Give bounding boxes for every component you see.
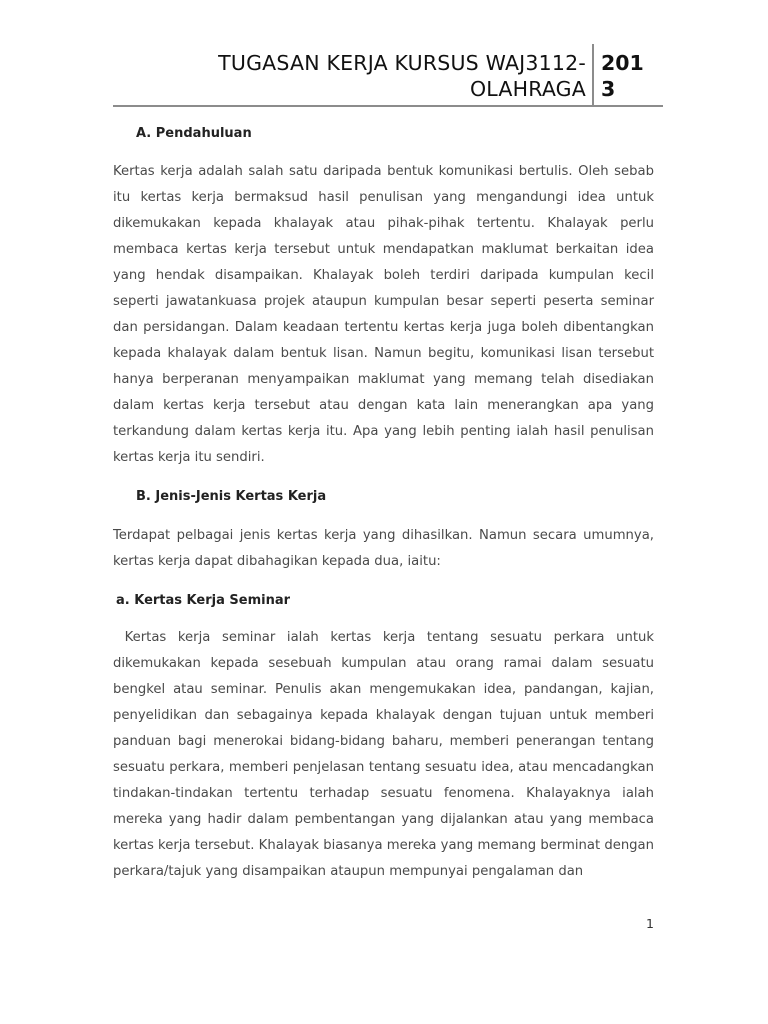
header-divider-vertical <box>592 44 594 107</box>
header-title-line-1: TUGASAN KERJA KURSUS WAJ3112- <box>218 51 586 75</box>
header-title-line-2: OLAHRAGA <box>469 77 586 101</box>
section-b-paragraph: Terdapat pelbagai jenis kertas kerja yang dihasilkan. Namun secara umumnya, kertas kerja dapat dibahagikan kepada dua, iaitu: <box>113 528 654 569</box>
section-b-heading: B. Jenis-Jenis Kertas Kerja <box>136 489 327 504</box>
page-number: 1 <box>646 916 654 931</box>
section-a-paragraph: Kertas kerja adalah salah satu daripada bentuk komunikasi bertulis. Oleh sebab itu kertas kerja bermaksud hasil penulisan yang mengandungi idea untuk dikemukakan kepada khalayak atau pihak-pihak tertentu. Khalayak perlu membaca kertas kerja tersebut untuk mendapatkan maklumat berkaitan idea yang hendak disampaikan. Khalayak boleh terdiri daripada kumpulan kecil seperti jawatankuasa projek ataupun kumpulan besar seperti peserta seminar dan persidangan. Dalam keadaan tertentu kertas kerja juga boleh dibentangkan kepada khalayak dalam bentuk lisan. Namun begitu, komunikasi lisan tersebut hanya berperanan menyampaikan maklumat yang memang telah disediakan dalam kertas kerja tersebut atau dengan kata lain menerangkan apa yang terkandung dalam kertas kerja itu. Apa yang lebih penting ialah hasil penulisan kertas kerja itu sendiri. <box>113 164 654 465</box>
page-header <box>113 44 663 107</box>
subsection-a-heading: a. Kertas Kerja Seminar <box>116 593 291 608</box>
section-a-heading: A. Pendahuluan <box>136 126 252 141</box>
header-title <box>218 50 586 102</box>
header-divider-horizontal <box>113 105 663 107</box>
subsection-a-paragraph: Kertas kerja seminar ialah kertas kerja tentang sesuatu perkara untuk dikemukakan kepada sesebuah kumpulan atau orang ramai dalam sesuatu bengkel atau seminar. Penulis akan mengemukakan idea, pandangan, kajian, penyelidikan dan sebagainya kepada khalayak dengan tujuan untuk memberi panduan bagi menerokai bidang-bidang baharu, memberi penerangan tentang sesuatu perkara, memberi penjelasan tentang sesuatu idea, atau mencadangkan tindakan-tindakan tertentu terhadap sesuatu fenomena. Khalayaknya ialah mereka yang hadir dalam pembentangan yang dijalankan atau yang membaca kertas kerja tersebut. Khalayak biasanya mereka yang memang berminat dengan perkara/tajuk yang disampaikan ataupun mempunyai pengalaman dan <box>113 630 659 879</box>
header-year: 2013 <box>601 51 644 101</box>
